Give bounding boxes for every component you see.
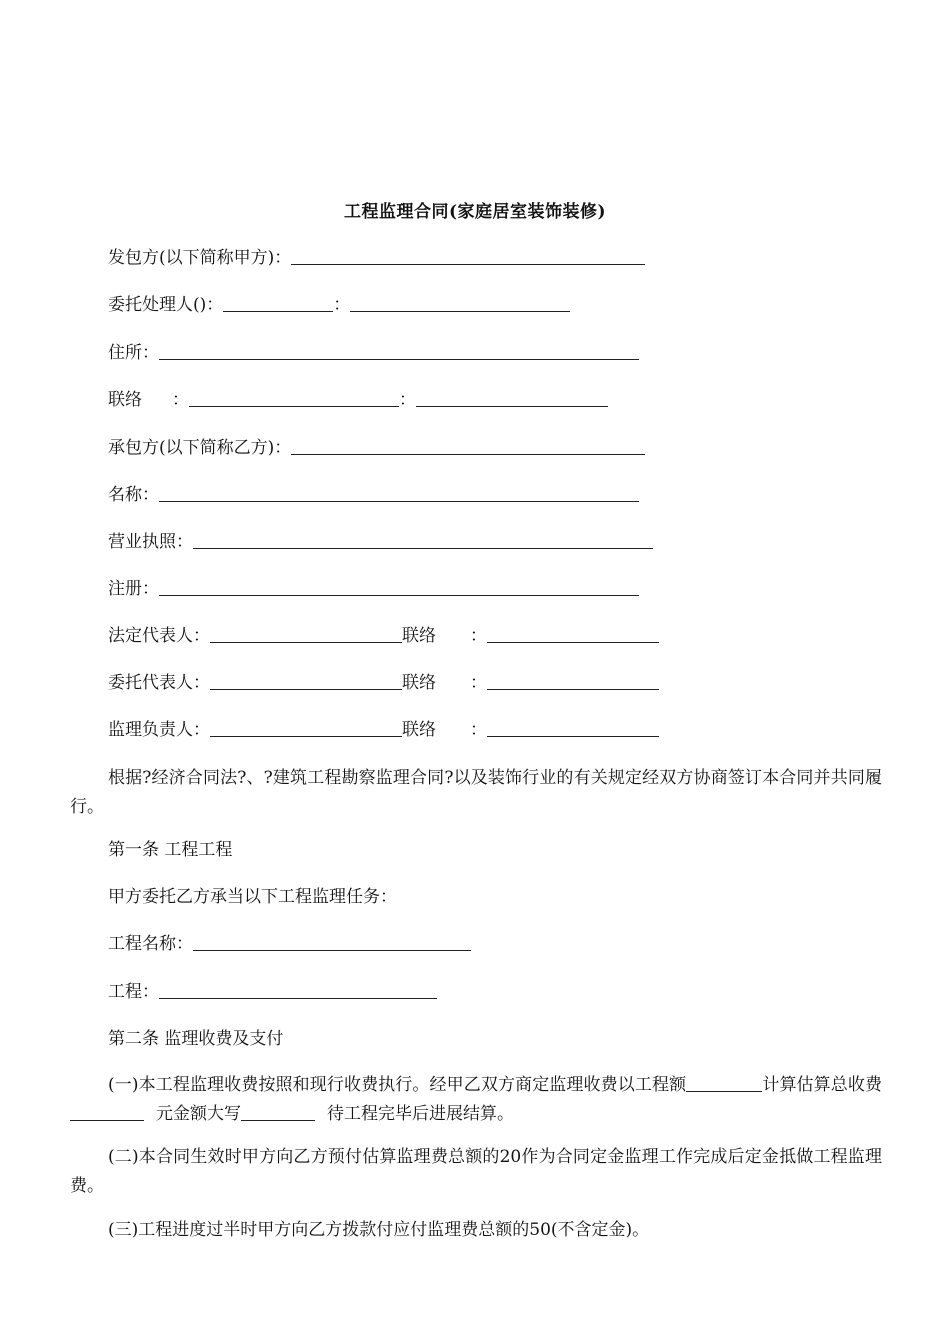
project-name-line (108, 931, 471, 957)
fee-text-c: 元金额大写 (156, 1104, 241, 1124)
fee-text-d: 待工程完毕后进展结算。 (327, 1104, 514, 1124)
entrusted-rep-contact-colon: ： (470, 673, 487, 693)
project-blank[interactable] (159, 980, 437, 999)
supervisor-blank[interactable] (210, 718, 402, 737)
entrusted-rep-contact-blank[interactable] (487, 671, 659, 690)
legal-rep-contact-colon: ： (470, 626, 487, 646)
article-1-heading: 第一条 工程工程 (108, 840, 233, 860)
entrusted-rep-blank[interactable] (210, 671, 402, 690)
entrusted-rep-contact-label: 联络 (402, 673, 436, 693)
fee-total-blank[interactable] (70, 1102, 144, 1121)
contact-label: 联络 (108, 390, 142, 410)
intro-paragraph: 根据?经济合同法?、?建筑工程勘察监理合同?以及装饰行业的有关规定经双方协商签订本合同并共同履行。 (70, 768, 882, 817)
agent-colon: ： (333, 295, 351, 315)
license-label: 营业执照： (108, 532, 193, 552)
supervisor-contact-label: 联络 (402, 720, 436, 740)
address-blank[interactable] (159, 341, 639, 360)
contractor-blank[interactable] (291, 436, 645, 455)
fee-text-b: 计算估算总收费 (762, 1075, 883, 1095)
document-title: 工程监理合同(家庭居室装饰装修) (343, 202, 607, 222)
agent-blank-2[interactable] (350, 293, 570, 312)
employer-line (108, 245, 645, 271)
fee-rate-blank[interactable] (686, 1073, 762, 1092)
legal-rep-contact-label: 联络 (402, 626, 436, 646)
license-blank[interactable] (193, 530, 653, 549)
fee-text-a: (一)本工程监理收费按照和现行收费执行。经甲乙双方商定监理收费以工程额 (108, 1075, 687, 1095)
agent-blank-1[interactable] (223, 293, 333, 312)
supervisor-label: 监理负责人： (108, 720, 210, 740)
supervisor-contact-blank[interactable] (487, 718, 659, 737)
register-line (108, 576, 639, 602)
article-1-text: 甲方委托乙方承当以下工程监理任务： (108, 887, 397, 907)
project-name-blank[interactable] (193, 932, 471, 951)
project-name-label: 工程名称： (108, 934, 193, 954)
legal-rep-label: 法定代表人： (108, 626, 210, 646)
contact-blank-1[interactable] (189, 388, 399, 407)
contact-line (108, 387, 608, 413)
supervisor-line (108, 717, 659, 743)
article-2-heading: 第二条 监理收费及支付 (108, 1029, 284, 1049)
legal-rep-contact-blank[interactable] (487, 624, 659, 643)
project-label: 工程： (108, 982, 159, 1002)
name-label: 名称： (108, 485, 159, 505)
fee-amount-blank[interactable] (241, 1102, 315, 1121)
contact-blank-2[interactable] (416, 388, 608, 407)
employer-blank[interactable] (291, 246, 645, 265)
contractor-line (108, 435, 645, 461)
address-label: 住所： (108, 343, 159, 363)
contractor-label: 承包方(以下简称乙方)： (108, 438, 292, 458)
article-2-paragraph-3: (三)工程进度过半时甲方向乙方拨款付应付监理费总额的50(不含定金)。 (108, 1220, 650, 1240)
article-2-paragraph-2: (二)本合同生效时甲方向乙方预付估算监理费总额的20作为合同定金监理工作完成后定金抵做工程监理费。 (70, 1147, 882, 1196)
article-2-paragraph-1 (70, 1071, 882, 1129)
register-blank[interactable] (159, 577, 639, 596)
entrusted-rep-label: 委托代表人： (108, 673, 210, 693)
legal-rep-line (108, 623, 659, 649)
license-line (108, 529, 653, 555)
agent-line (108, 292, 570, 318)
agent-label: 委托处理人()： (108, 295, 224, 315)
supervisor-contact-colon: ： (470, 720, 487, 740)
entrusted-rep-line (108, 670, 659, 696)
contact-colon-2: ： (399, 390, 416, 410)
register-label: 注册： (108, 579, 159, 599)
name-line (108, 482, 639, 508)
address-line (108, 340, 639, 366)
project-line (108, 979, 437, 1005)
legal-rep-blank[interactable] (210, 624, 402, 643)
employer-label: 发包方(以下简称甲方)： (108, 248, 292, 268)
contact-colon: ： (172, 390, 189, 410)
name-blank[interactable] (159, 483, 639, 502)
